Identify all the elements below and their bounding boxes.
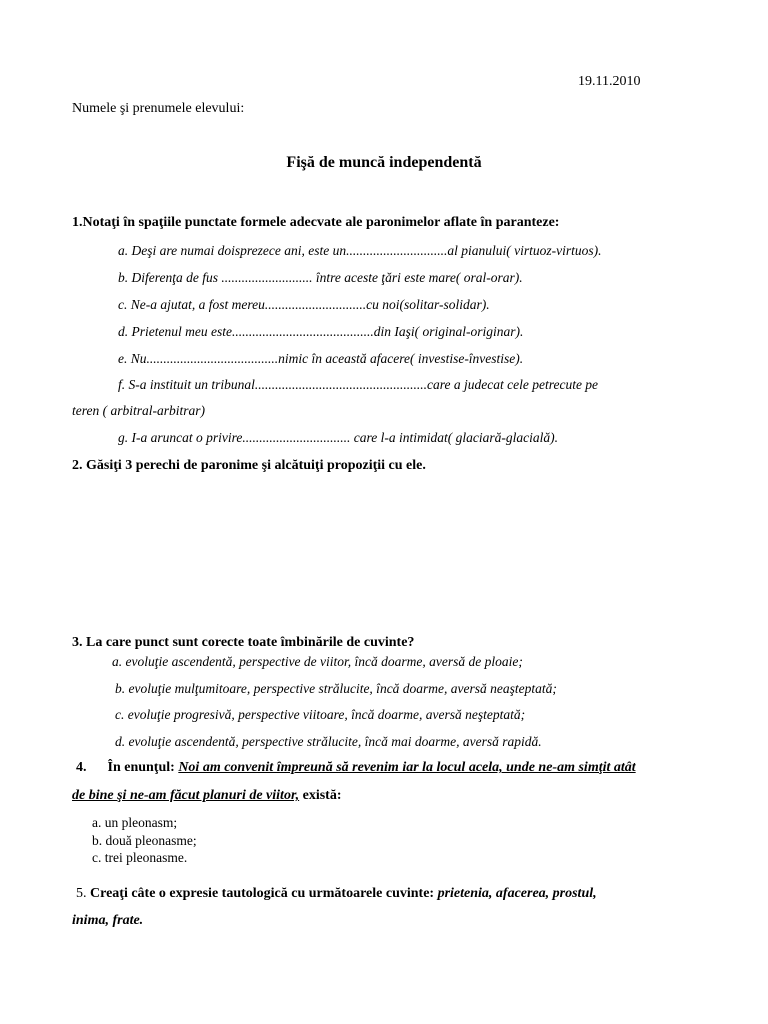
q3-option-b: b. evoluţie mulţumitoare, perspective strălucite, încă doarme, aversă neaşteptată;	[115, 681, 557, 696]
q3-option-a: a. evoluţie ascendentă, perspective de viitor, încă doarme, aversă de ploaie;	[112, 654, 523, 669]
q4-option-a: a. un pleonasm;	[92, 815, 178, 830]
q1-item-f-cont: teren ( arbitral-arbitrar)	[72, 403, 205, 418]
q4-line2	[72, 788, 342, 804]
q1-item-c: c. Ne-a ajutat, a fost mereu..............................cu noi(solitar-solidar).	[118, 297, 490, 312]
q2-heading: 2. Găsiţi 3 perechi de paronime şi alcătuiţi propoziţii cu ele.	[72, 458, 426, 473]
q4-quote-line2: de bine şi ne-am făcut planuri de viitor,	[72, 788, 300, 803]
q5-words-line2: inima, frate.	[72, 913, 144, 928]
q5-text: Creaţi câte o expresie tautologică cu următoarele cuvinte:	[90, 886, 435, 901]
q1-item-e: e. Nu.......................................nimic în această afacere( investise-învestise).	[118, 351, 524, 366]
q1-item-f: f. S-a instituit un tribunal...................................................care a judecat cele petrecute pe	[118, 377, 599, 392]
q1-heading: 1.Notaţi în spaţiile punctate formele adecvate ale paronimelor aflate în paranteze:	[72, 215, 560, 230]
q5-words-line1: prietenia, afacerea, prostul,	[437, 886, 597, 901]
student-name-label: Numele şi prenumele elevului:	[72, 101, 245, 116]
q4-exists: există:	[302, 788, 342, 803]
page-title: Fişă de muncă independentă	[286, 154, 482, 171]
q4-line1	[76, 760, 636, 776]
q5-line2	[72, 913, 143, 929]
q1-item-b: b. Diferenţa de fus ........................... între aceste ţări este mare( oral-orar).	[118, 270, 523, 285]
date: 19.11.2010	[578, 74, 641, 89]
q1-item-d: d. Prietenul meu este..........................................din Iaşi( original-originar).	[118, 324, 524, 339]
q1-item-a: a. Deşi are numai doisprezece ani, este un..............................al pianului( virtuoz-virtuos).	[118, 243, 602, 258]
q1-item-g: g. I-a aruncat o privire................................ care l-a intimidat( glaciară-glacială).	[118, 430, 558, 445]
q5-line1	[76, 886, 597, 902]
q5-number: 5.	[76, 886, 87, 901]
q3-option-d: d. evoluţie ascendentă, perspective strălucite, încă mai doarme, aversă rapidă.	[115, 734, 542, 749]
q4-option-c: c. trei pleonasme.	[92, 850, 188, 865]
q4-number: 4.	[76, 760, 87, 775]
q4-quote-line1: Noi am convenit împreună să revenim iar la locul acela, unde ne-am simţit atât	[178, 760, 636, 775]
q4-intro: În enunţul:	[107, 760, 175, 775]
q3-heading: 3. La care punct sunt corecte toate îmbinările de cuvinte?	[72, 635, 415, 650]
q4-option-b: b. două pleonasme;	[92, 833, 197, 848]
q3-option-c: c. evoluţie progresivă, perspective viitoare, încă doarme, aversă neşteptată;	[115, 707, 526, 722]
